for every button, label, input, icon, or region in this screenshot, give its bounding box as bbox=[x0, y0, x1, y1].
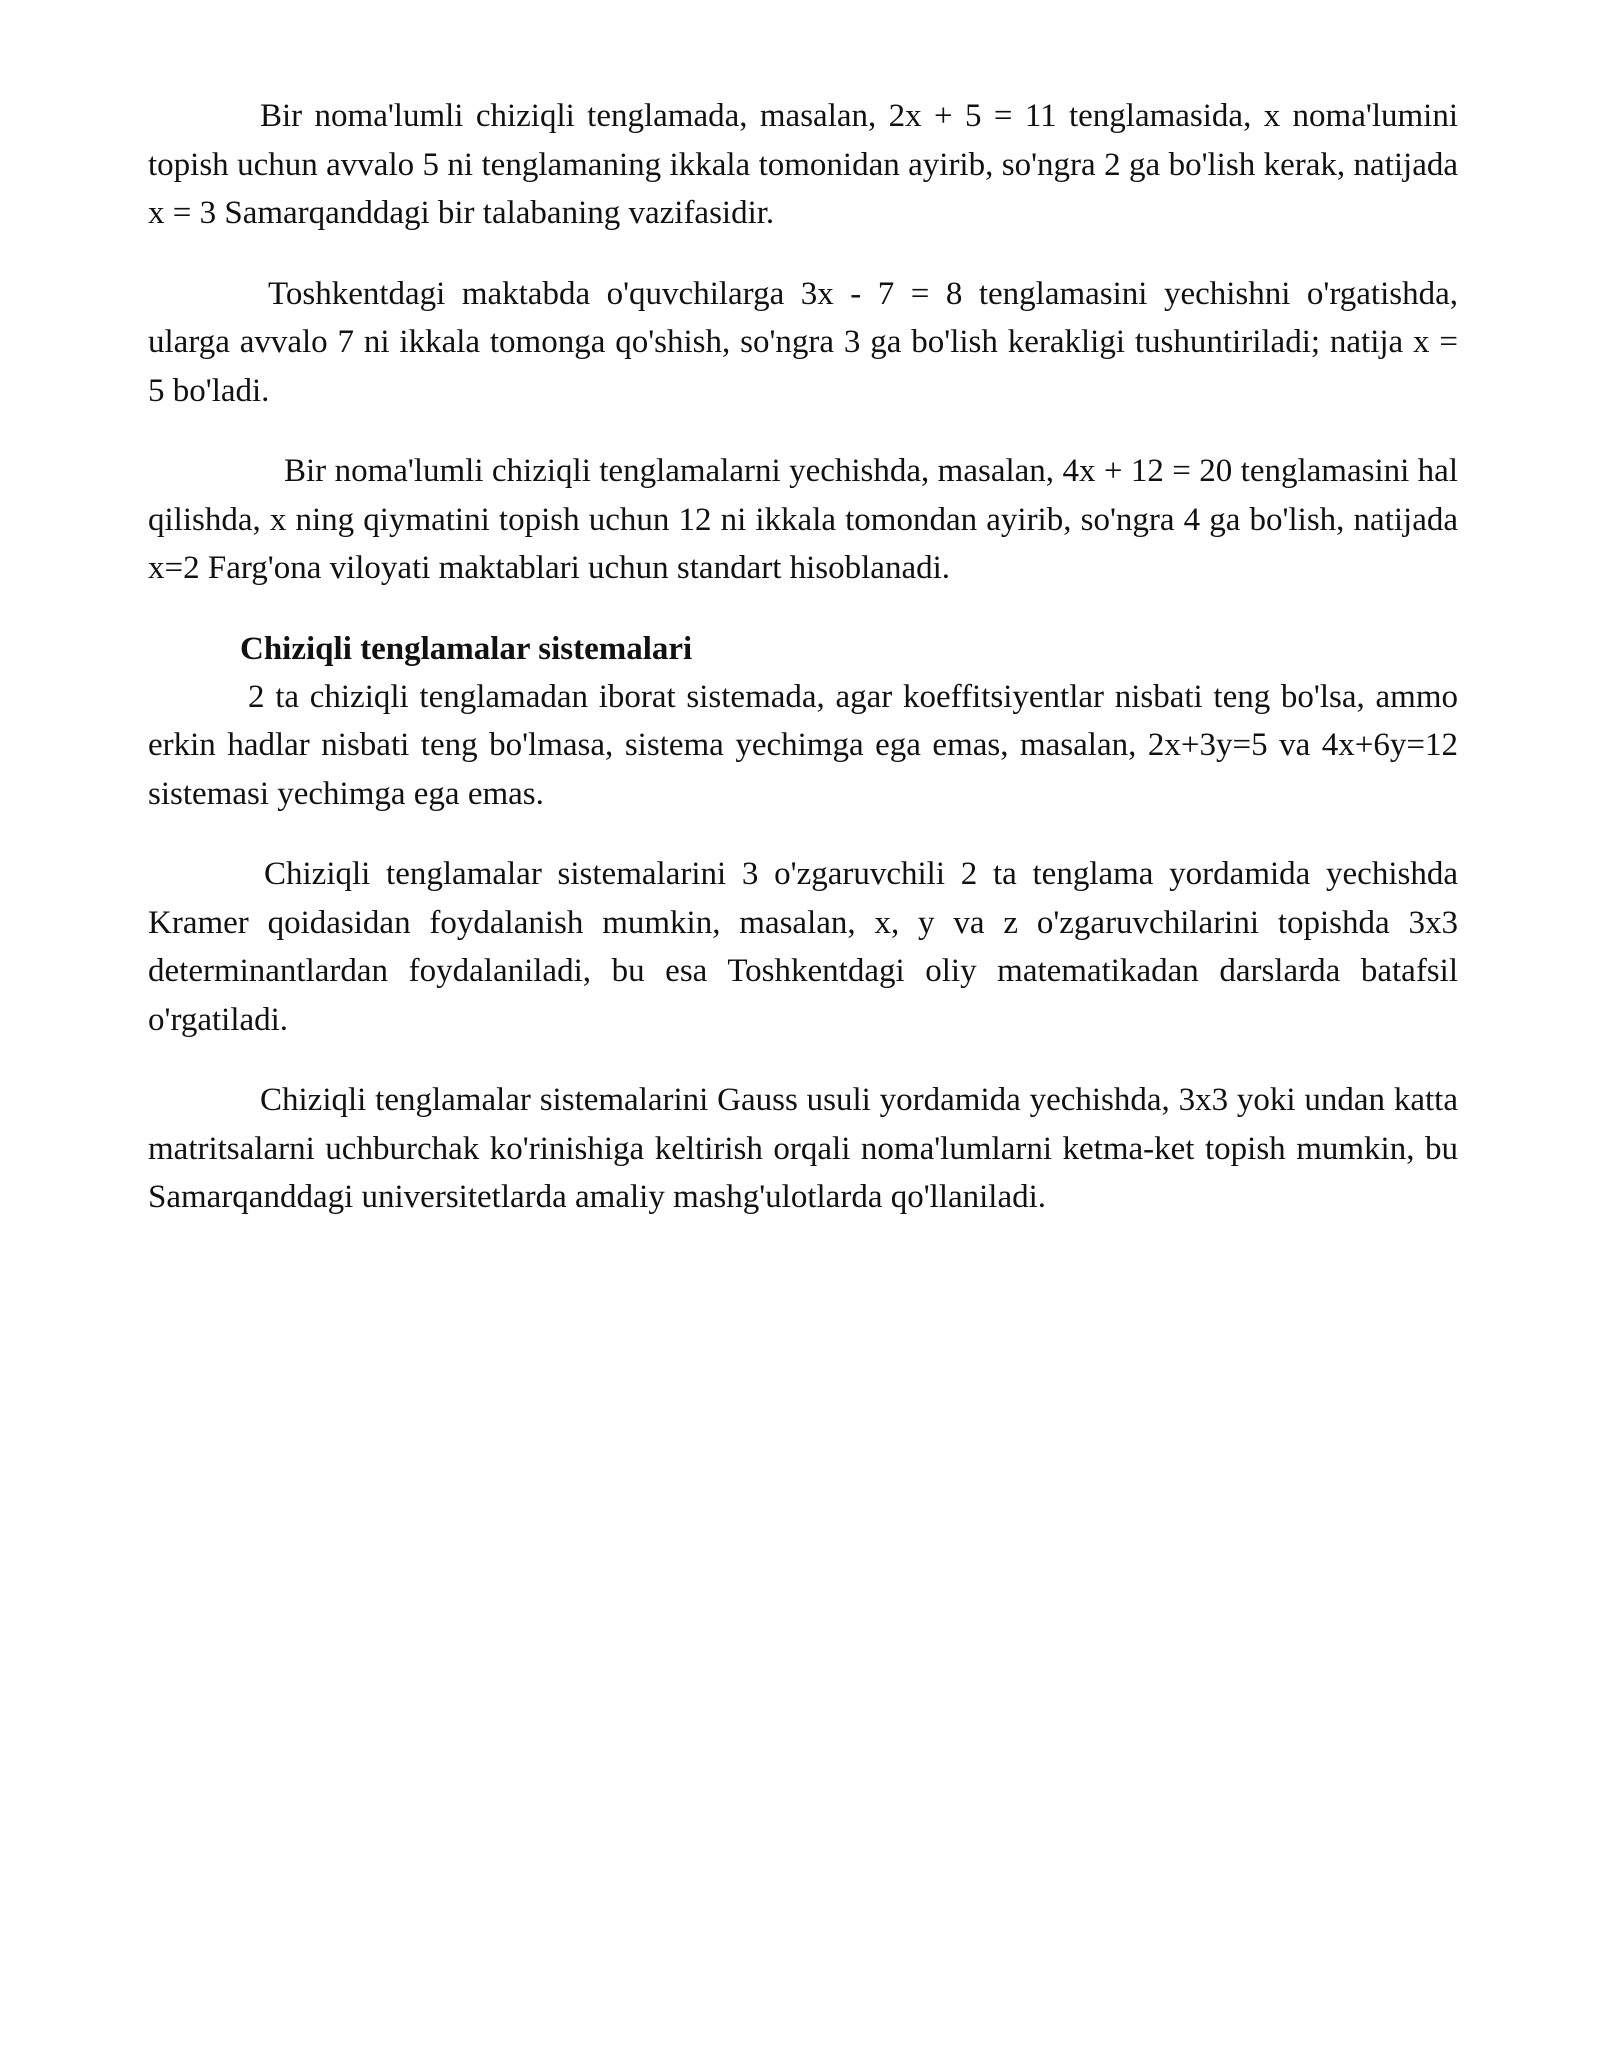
section-heading: Chiziqli tenglamalar sistemalari bbox=[240, 630, 693, 667]
paragraph-fergana-standard: Bir noma'lumli chiziqli tenglamalarni yechishda, masalan, 4x + 12 = 20 tenglamasini hal qilishda, x ning qiymatini topish uchun 12 ni ikkala tomondan ayirib, so'ngra 4 ga bo'lish, natijada x=2 Farg'ona viloyati maktablari uchun standart hisoblanadi. bbox=[148, 453, 1458, 586]
paragraph-system-no-solution: 2 ta chiziqli tenglamadan iborat sistemada, agar koeffitsiyentlar nisbati teng bo'lsa, ammo erkin hadlar nisbati teng bo'lmasa, sistema yechimga ega emas, masalan, 2x+3y=5 va 4x+6y=12 sistemasi yechimga ega emas. bbox=[148, 678, 1458, 812]
paragraph-gauss-method: Chiziqli tenglamalar sistemalarini Gauss usuli yordamida yechishda, 3x3 yoki undan katta matritsalarni uchburchak ko'rinishiga keltirish orqali noma'lumlarni ketma-ket topish mumkin, bu Samarqanddagi universitetlarda amaliy mashg'ulotlarda qo'llaniladi. bbox=[148, 1082, 1458, 1215]
paragraph-linear-equation-intro: Bir noma'lumli chiziqli tenglamada, masalan, 2x + 5 = 11 tenglamasida, x noma'lumini topish uchun avvalo 5 ni tenglamaning ikkala tomonidan ayirib, so'ngra 2 ga bo'lish kerak, natijada x = 3 Samarqanddagi bir talabaning vazifasidir. bbox=[148, 98, 1458, 231]
paragraph-cramer-rule: Chiziqli tenglamalar sistemalarini 3 o'zgaruvchili 2 ta tenglama yordamida yechishda Kramer qoidasidan foydalanish mumkin, masalan, x, y va z o'zgaruvchilarini topishda 3x3 determinantlardan foydalaniladi, bu esa Toshkentdagi oliy matematikadan darslarda batafsil o'rgatiladi. bbox=[148, 856, 1458, 1038]
paragraph-tashkent-school: Toshkentdagi maktabda o'quvchilarga 3x - 7 = 8 tenglamasini yechishni o'rgatishda, ularga avvalo 7 ni ikkala tomonga qo'shish, so'ngra 3 ga bo'lish kerakligi tushuntiriladi; natija x = 5 bo'ladi. bbox=[148, 275, 1458, 409]
document-body bbox=[148, 92, 1458, 1254]
